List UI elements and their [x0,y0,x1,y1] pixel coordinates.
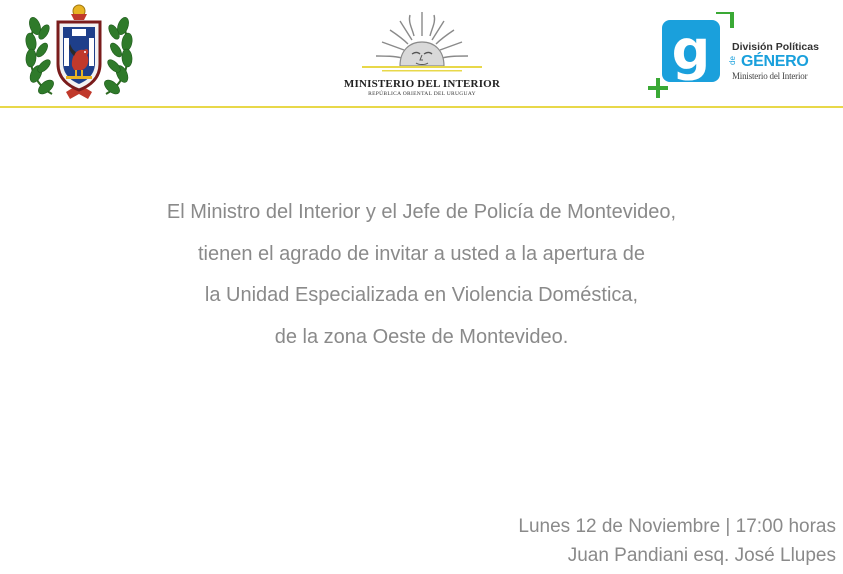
event-address: Juan Pandiani esq. José Llupes [567,545,836,566]
police-crest-logo [22,2,136,102]
event-info [518,512,836,570]
genero-word: GÉNERO [741,53,809,70]
invitation-line-4: de la zona Oeste de Montevideo. [274,325,569,348]
genero-logo [642,12,832,102]
header [0,0,843,108]
header-divider [0,106,843,108]
ministry-subtitle: REPÚBLICA ORIENTAL DEL URUGUAY [368,91,476,97]
event-datetime: Lunes 12 de Noviembre | 17:00 horas [518,516,836,537]
genero-text [727,41,832,81]
genero-mark: g [671,19,711,82]
ministry-logo [336,8,508,104]
sun-of-may-icon [362,8,482,76]
genero-division: División Políticas [732,41,819,53]
genero-de: de [727,56,737,65]
genero-title-row [727,53,832,71]
invitation-line-1: El Ministro del Interior y el Jefe de Policía de Montevideo, [166,201,677,223]
ministry-name: MINISTERIO DEL INTERIOR [343,78,501,90]
invitation-line-3: la Unidad Especializada en Violencia Doméstica, [204,284,639,306]
genero-ministry: Ministerio del Interior [732,71,808,81]
invitation-line-2: tienen el agrado de invitar a usted a la apertura de [198,242,645,265]
invitation-text [0,192,843,358]
